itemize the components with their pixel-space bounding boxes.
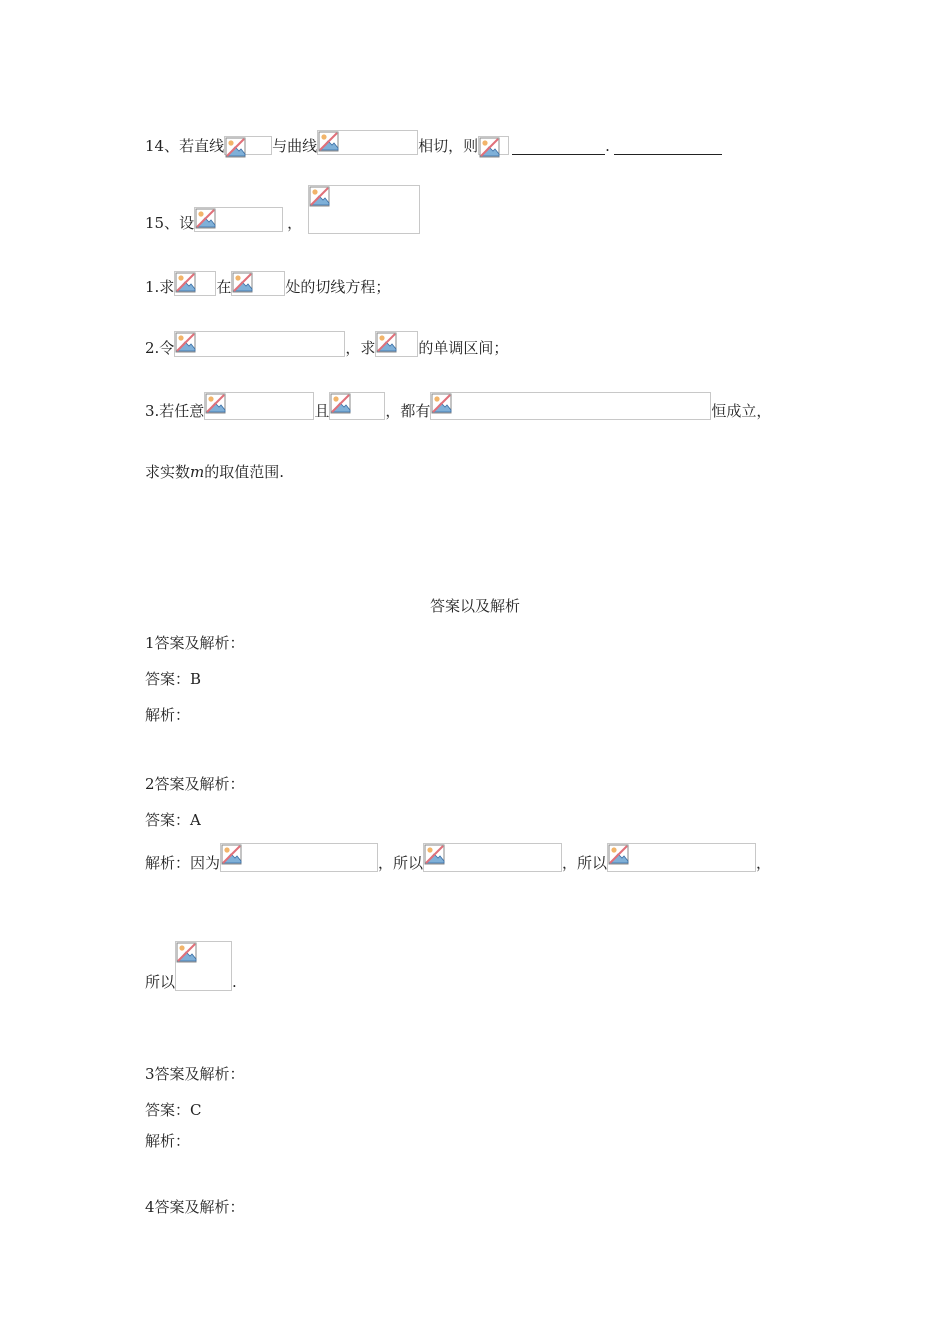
q15-prefix: 15、设 [145,214,195,232]
a2-so3: 所以 [145,973,176,991]
answer-2-conclusion [145,941,237,991]
p3b-suffix: 的取值范围. [204,463,285,481]
broken-image-icon [174,331,345,357]
broken-image-icon [174,271,216,296]
answers-title: 答案以及解析 [429,597,520,615]
q14-mid1: 与曲线 [272,137,318,155]
question-15 [145,185,420,234]
part-3-continued [145,463,284,481]
p3-mid2: ，都有 [385,402,431,420]
p3b-prefix: 求实数 [145,463,191,481]
answer-1-analysis: 解析： [145,706,191,724]
q15-comma: ， [287,214,303,232]
p3-mid1: 且 [314,402,330,420]
part-3 [145,392,771,420]
q14-sep: . [605,137,610,155]
p1-mid: 在 [216,278,232,296]
broken-image-icon [430,392,711,420]
broken-image-icon [607,843,756,872]
part-2 [145,331,508,357]
a2-so1: ，所以 [378,854,424,872]
p2-suffix: 的单调区间； [418,339,509,357]
q14-mid2: 相切，则 [418,137,479,155]
a2-so2: ，所以 [562,854,608,872]
answer-3-analysis: 解析： [145,1132,191,1150]
question-14 [145,130,722,155]
a2-analysis-prefix: 解析：因为 [145,854,221,872]
answer-3-head: 3答案及解析： [145,1065,245,1083]
answer-1-head: 1答案及解析： [145,634,245,652]
answer-1-answer: 答案：B [145,670,202,688]
q14-prefix: 14、若直线 [145,137,225,155]
answer-blank [512,140,605,155]
broken-image-icon [375,331,418,357]
answer-blank [614,140,722,155]
answer-4-head: 4答案及解析： [145,1198,245,1216]
a2-end-comma: ， [756,854,772,872]
p2-prefix: 2.令 [145,339,175,357]
answer-3-answer: 答案：C [145,1101,202,1119]
p3-suffix: 恒成立， [711,402,772,420]
broken-image-icon [194,207,283,232]
broken-image-icon [175,941,232,991]
a2-period: . [232,973,237,991]
answer-2-answer: 答案：A [145,811,201,829]
broken-image-icon [329,392,385,420]
broken-image-icon [204,392,314,420]
broken-image-icon [231,271,285,296]
broken-image-icon [224,136,272,155]
p3-prefix: 3.若任意 [145,402,205,420]
answer-2-head: 2答案及解析： [145,775,245,793]
broken-image-icon [317,130,418,155]
answer-2-analysis [145,843,771,872]
broken-image-icon [478,136,509,155]
broken-image-icon [308,185,420,234]
part-1 [145,271,390,296]
broken-image-icon [220,843,378,872]
variable-m: m [190,463,205,481]
p1-prefix: 1.求 [145,278,175,296]
broken-image-icon [423,843,562,872]
p1-suffix: 处的切线方程； [285,278,391,296]
p2-mid: ，求 [345,339,376,357]
